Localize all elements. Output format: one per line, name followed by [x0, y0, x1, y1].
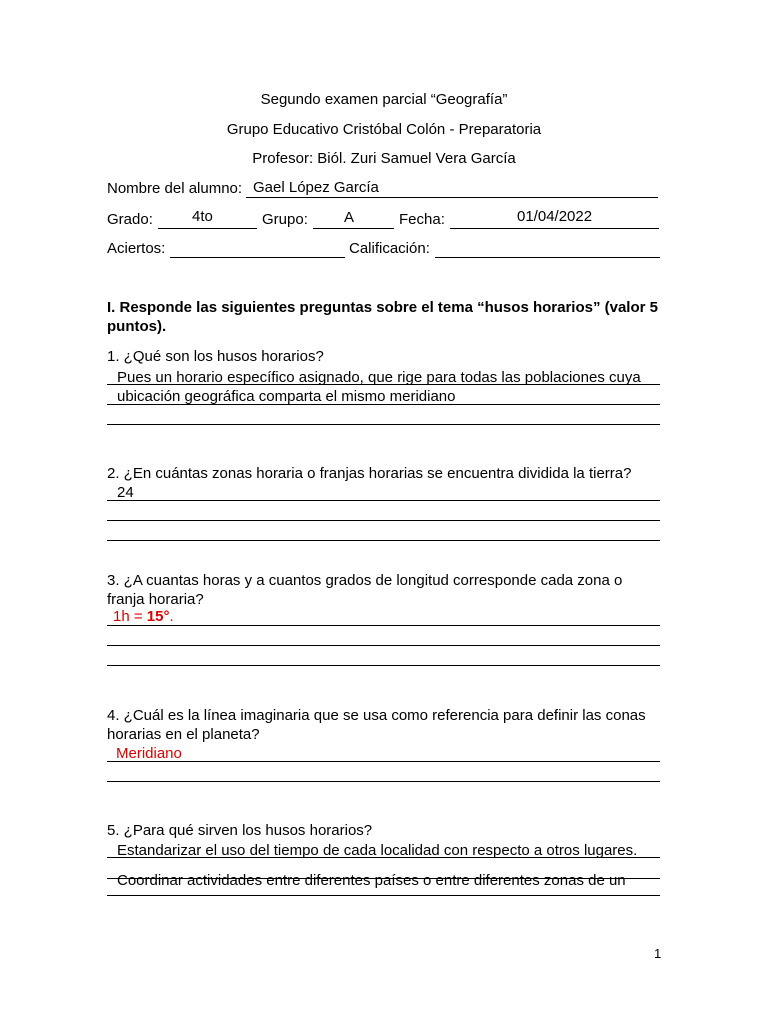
section-heading-line1: I. Responde las siguientes preguntas sobre el tema “husos horarios” (valor 5 — [107, 299, 658, 316]
question-2-answer: 24 — [117, 484, 134, 501]
answer-part-degrees: 15° — [146, 608, 170, 625]
question-1-prompt: 1. ¿Qué son los husos horarios? — [107, 348, 324, 365]
question-1-answer-line2: ubicación geográfica comparta el mismo meridiano — [117, 388, 456, 405]
answer-line — [107, 781, 660, 782]
answer-line — [107, 625, 660, 626]
question-1-answer-line1: Pues un horario específico asignado, que rige para todas las poblaciones cuya — [117, 369, 641, 386]
answer-line — [107, 540, 660, 541]
exam-title: Segundo examen parcial “Geografía” — [260, 91, 508, 108]
answer-line — [107, 500, 660, 501]
question-3-answer — [113, 608, 174, 625]
hits-label: Aciertos: — [107, 240, 166, 257]
student-name-value: Gael López García — [253, 179, 379, 196]
question-2-prompt: 2. ¿En cuántas zonas horaria o franjas horarias se encuentra dividida la tierra? — [107, 465, 632, 482]
grade-value: 4to — [192, 208, 213, 225]
grade-line — [158, 228, 257, 229]
section-heading-line2: puntos). — [107, 318, 167, 335]
score-line — [435, 257, 660, 258]
student-name-line — [246, 197, 658, 198]
date-label: Fecha: — [399, 211, 445, 228]
group-label: Grupo: — [262, 211, 308, 228]
question-5-answer-line1: Estandarizar el uso del tiempo de cada localidad con respecto a otros lugares. — [117, 842, 638, 859]
question-4-prompt-line2: horarias en el planeta? — [107, 726, 260, 743]
teacher-name: Profesor: Biól. Zuri Samuel Vera García — [252, 150, 516, 167]
question-5-answer-line2: Coordinar actividades entre diferentes países o entre diferentes zonas de un — [117, 872, 626, 889]
student-name-label: Nombre del alumno: — [107, 180, 243, 197]
school-name: Grupo Educativo Cristóbal Colón - Preparatoria — [226, 121, 542, 138]
question-4-answer: Meridiano — [116, 745, 182, 762]
answer-line — [107, 645, 660, 646]
question-5-prompt: 5. ¿Para qué sirven los husos horarios? — [107, 822, 373, 839]
answer-line — [107, 520, 660, 521]
date-value: 01/04/2022 — [517, 208, 593, 225]
group-value: A — [344, 209, 355, 226]
answer-line — [107, 761, 660, 762]
answer-part-ratio: 1h = — [113, 608, 147, 625]
grade-label: Grado: — [107, 211, 153, 228]
date-line — [450, 228, 659, 229]
group-line — [313, 228, 394, 229]
question-3-prompt-line2: franja horaria? — [107, 591, 204, 608]
answer-line — [107, 424, 660, 425]
answer-line — [107, 895, 660, 896]
question-4-prompt-line1: 4. ¿Cuál es la línea imaginaria que se usa como referencia para definir las conas — [107, 707, 646, 724]
hits-line — [170, 257, 345, 258]
page-number: 1 — [654, 946, 662, 961]
question-3-prompt-line1: 3. ¿A cuantas horas y a cuantos grados de longitud corresponde cada zona o — [107, 572, 623, 589]
answer-part-period: . — [169, 608, 174, 625]
answer-line — [107, 665, 660, 666]
score-label: Calificación: — [349, 240, 430, 257]
